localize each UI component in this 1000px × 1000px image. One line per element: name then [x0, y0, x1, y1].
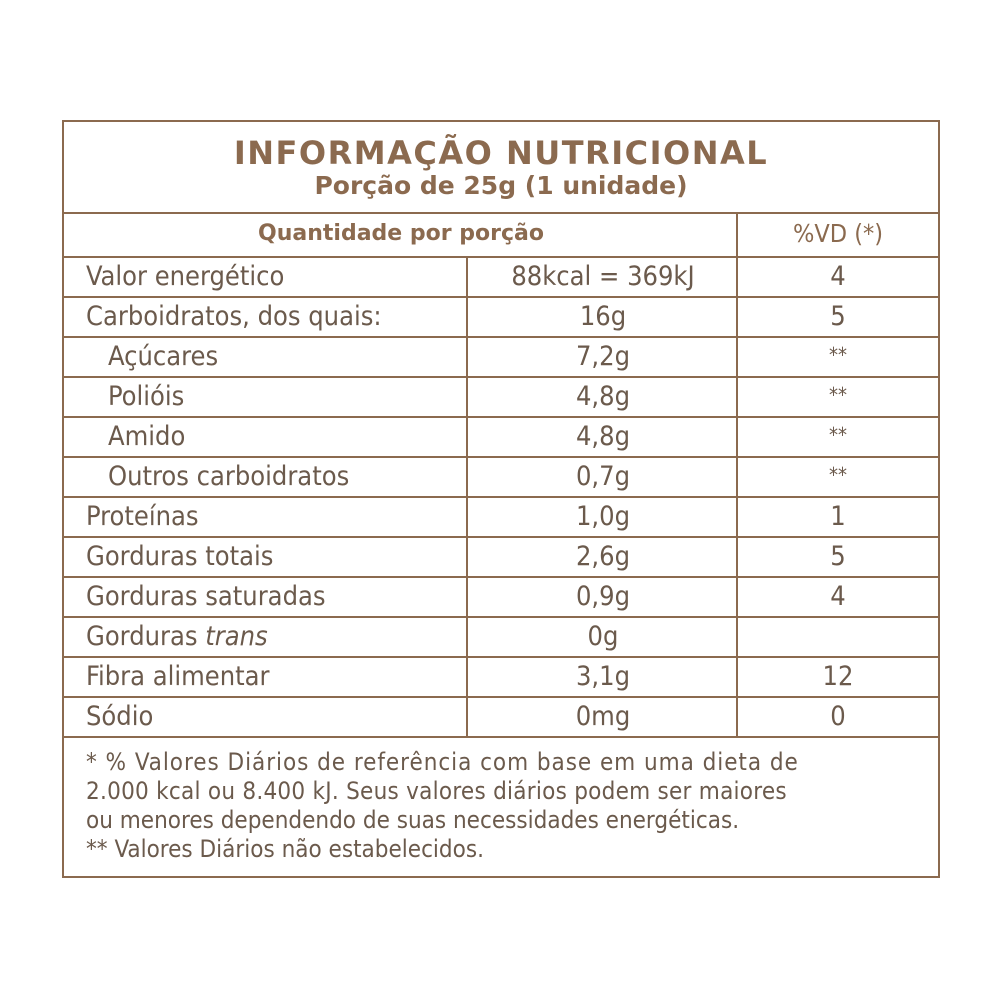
- nutrition-heading: [64, 122, 938, 214]
- nutrient-amount: 1,0g: [575, 501, 631, 532]
- footnote-line: ** Valores Diários não estabelecidos.: [86, 835, 484, 863]
- nutrient-amount: 4,8g: [575, 381, 631, 412]
- footnote: [86, 748, 906, 864]
- nutrient-daily-value: **: [829, 383, 847, 407]
- nutrient-table: [64, 256, 938, 738]
- nutrient-daily-value: 1: [830, 501, 846, 532]
- nutrient-amount: 0mg: [575, 701, 631, 732]
- footnote-line: 2.000 kcal ou 8.400 kJ. Seus valores diários podem ser maiores: [86, 777, 787, 805]
- nutrient-amount: 4,8g: [575, 421, 631, 452]
- nutrient-row-trans-fat: [64, 616, 938, 656]
- nutrient-amount: 88kcal = 369kJ: [511, 261, 695, 292]
- nutrition-title: INFORMAÇÃO NUTRICIONAL: [233, 134, 769, 172]
- nutrient-daily-value: **: [829, 423, 847, 447]
- nutrient-row-starch: [64, 416, 938, 456]
- nutrient-name: Fibra alimentar: [86, 661, 270, 692]
- nutrient-daily-value: 5: [830, 301, 846, 332]
- nutrient-row-total-fat: [64, 536, 938, 576]
- nutrient-row-other-carbohydrates: [64, 456, 938, 496]
- nutrient-name: Polióis: [108, 381, 185, 412]
- nutrition-facts-panel: [62, 120, 940, 878]
- nutrient-name: [86, 618, 268, 656]
- nutrient-name: Açúcares: [108, 341, 219, 372]
- footnote-line: * % Valores Diários de referência com base em uma dieta de: [86, 748, 799, 776]
- footnote-line: ou menores dependendo de suas necessidades energéticas.: [86, 806, 740, 834]
- nutrient-amount: 16g: [579, 301, 627, 332]
- nutrient-row-sodium: [64, 696, 938, 738]
- daily-value-column-header: %VD (*): [792, 219, 883, 248]
- nutrient-name-text: Gorduras: [86, 621, 198, 652]
- nutrient-daily-value: 0: [830, 701, 846, 732]
- nutrient-row-carbohydrates: [64, 296, 938, 336]
- nutrient-amount: 0g: [587, 621, 619, 652]
- amount-column-divider: [466, 256, 468, 736]
- nutrient-daily-value: **: [829, 343, 847, 367]
- nutrient-row-proteins: [64, 496, 938, 536]
- nutrient-row-sugars: [64, 336, 938, 376]
- nutrient-name: Sódio: [86, 701, 154, 732]
- daily-value-column-divider: [736, 212, 738, 736]
- nutrient-name: Outros carboidratos: [108, 461, 350, 492]
- nutrient-amount: 0,7g: [575, 461, 631, 492]
- nutrient-amount: 7,2g: [575, 341, 631, 372]
- nutrient-amount: 0,9g: [575, 581, 631, 612]
- nutrient-daily-value: **: [829, 463, 847, 487]
- quantity-column-header: Quantidade por porção: [258, 221, 544, 246]
- nutrient-name-italic: trans: [205, 621, 268, 652]
- nutrient-amount: 2,6g: [575, 541, 631, 572]
- nutrient-name: Amido: [108, 421, 186, 452]
- nutrient-row-saturated-fat: [64, 576, 938, 616]
- nutrient-name: Valor energético: [86, 261, 285, 292]
- nutrient-daily-value: 12: [822, 661, 854, 692]
- nutrient-name: Gorduras saturadas: [86, 581, 326, 612]
- nutrient-amount: 3,1g: [575, 661, 631, 692]
- nutrient-name: Carboidratos, dos quais:: [86, 301, 382, 332]
- serving-size: Porção de 25g (1 unidade): [314, 171, 688, 200]
- nutrient-row-energy: [64, 256, 938, 296]
- nutrient-row-polyols: [64, 376, 938, 416]
- nutrient-daily-value: 4: [830, 581, 846, 612]
- nutrient-name: Proteínas: [86, 501, 199, 532]
- nutrient-daily-value: 4: [830, 261, 846, 292]
- nutrient-name: Gorduras totais: [86, 541, 274, 572]
- nutrient-daily-value: 5: [830, 541, 846, 572]
- nutrient-row-dietary-fiber: [64, 656, 938, 696]
